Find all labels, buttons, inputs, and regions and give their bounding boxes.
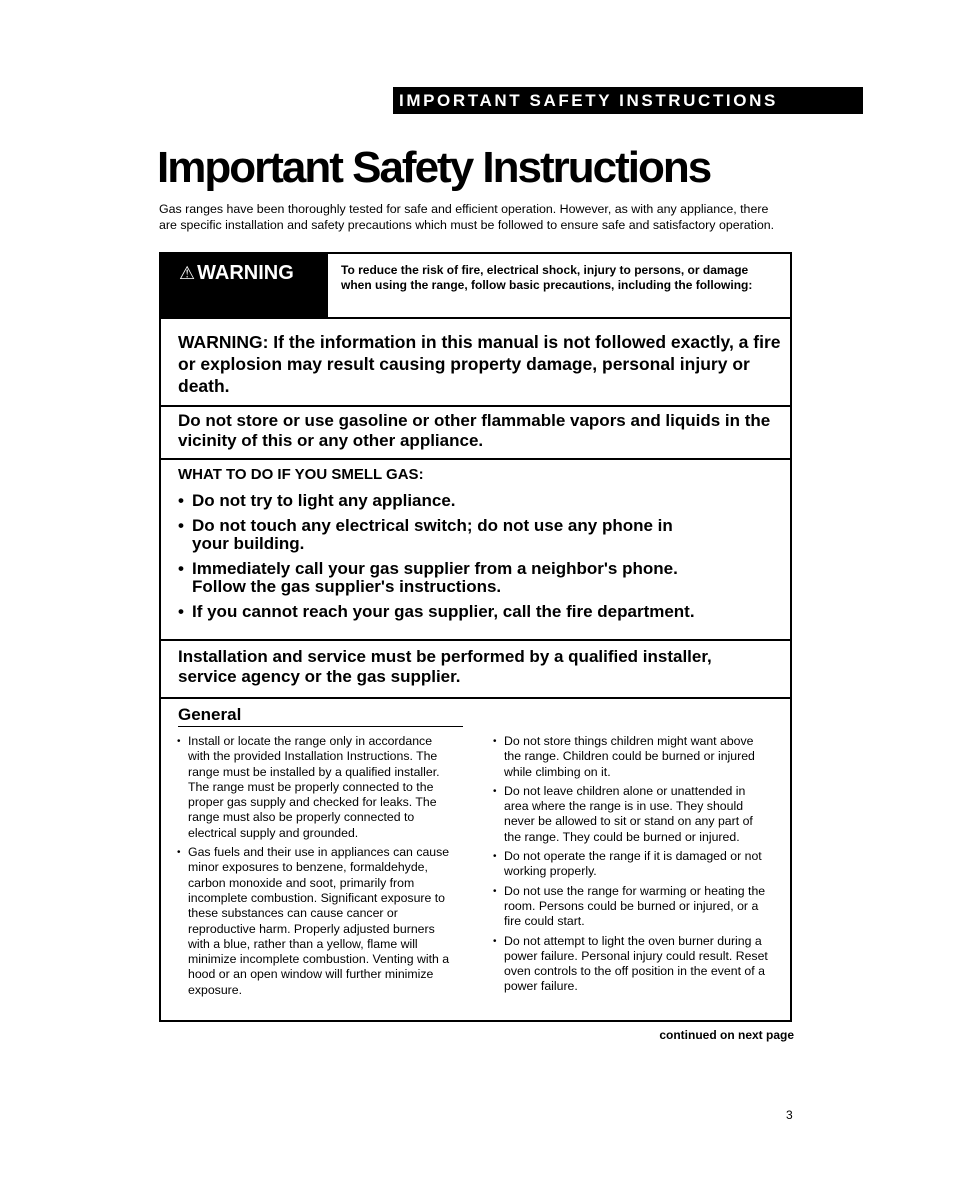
page-title: Important Safety Instructions [157, 143, 711, 192]
list-item: • Do not try to light any appliance. [178, 492, 790, 510]
list-item: • Install or locate the range only in accordance with the provided Installation Instructions. The range must be installed by a qualified installer. The range must be properly connected to the proper gas supply and checked for leaks. The range must also be properly connected to electrical supply and grounded. [175, 734, 455, 841]
smell-gas-section [161, 458, 790, 639]
list-item: • Gas fuels and their use in appliances can cause minor exposures to benzene, formaldehyde, carbon monoxide and soot, primarily from incomplete combustion. Significant exposure to these substances can cause cancer or reproductive harm. Properly adjusted burners with a blue, rather than a yellow, flame will minimize incomplete combustion. Venting with a hood or an open window will further minimize exposure. [175, 845, 455, 998]
smell-gas-heading: WHAT TO DO IF YOU SMELL GAS: [178, 466, 424, 483]
warning-label-text: WARNING [197, 262, 294, 284]
list-item: • Do not touch any electrical switch; do not use any phone in your building. [178, 517, 712, 553]
manual-warning-section [161, 317, 790, 405]
page-number: 3 [786, 1108, 793, 1122]
smell-gas-list [178, 492, 790, 621]
list-item: • Do not leave children alone or unattended in area where the range is in use. They should never be allowed to sit or stand on any part of the range. They could be burned or injured. [491, 784, 771, 845]
installation-text: Installation and service must be performed by a qualified installer, service agency or the gas supplier. [178, 647, 712, 686]
general-right-column [491, 734, 771, 999]
general-title: General [178, 705, 463, 727]
list-item: • If you cannot reach your gas supplier, call the fire department. [178, 603, 790, 621]
installation-section [161, 639, 790, 697]
list-item: • Do not use the range for warming or heating the room. Persons could be burned or injured, or a fire could start. [491, 884, 771, 930]
list-item: • Do not operate the range if it is damaged or not working properly. [491, 849, 771, 880]
warning-box [159, 252, 792, 1022]
continued-note: continued on next page [659, 1028, 794, 1042]
warning-text: To reduce the risk of fire, electrical shock, injury to persons, or damage when using the range, follow basic precautions, including the following: [341, 263, 753, 292]
gasoline-section [161, 405, 790, 458]
list-item: • Do not store things children might want above the range. Children could be burned or injured while climbing on it. [491, 734, 771, 780]
list-item: • Do not attempt to light the oven burner during a power failure. Personal injury could result. Reset oven controls to the off position in the event of a power failure. [491, 934, 771, 995]
general-left-column [175, 734, 455, 1002]
section-header-bar: IMPORTANT SAFETY INSTRUCTIONS [393, 87, 863, 114]
general-section [161, 697, 790, 1022]
manual-warning-text: WARNING: If the information in this manual is not followed exactly, a fire or explosion may result causing property damage, personal injury or death. [178, 332, 781, 396]
intro-paragraph: Gas ranges have been thoroughly tested for safe and efficient operation. However, as with any appliance, there are specific installation and safety precautions which must be followed to ensure safe and satisfactory operation. [159, 202, 775, 232]
gasoline-text: Do not store or use gasoline or other flammable vapors and liquids in the vicinity of this or any other appliance. [178, 411, 771, 450]
warning-label [161, 254, 328, 318]
list-item: • Immediately call your gas supplier from a neighbor's phone. Follow the gas supplier's instructions. [178, 560, 732, 596]
warning-triangle-icon: ⚠ [179, 263, 196, 283]
